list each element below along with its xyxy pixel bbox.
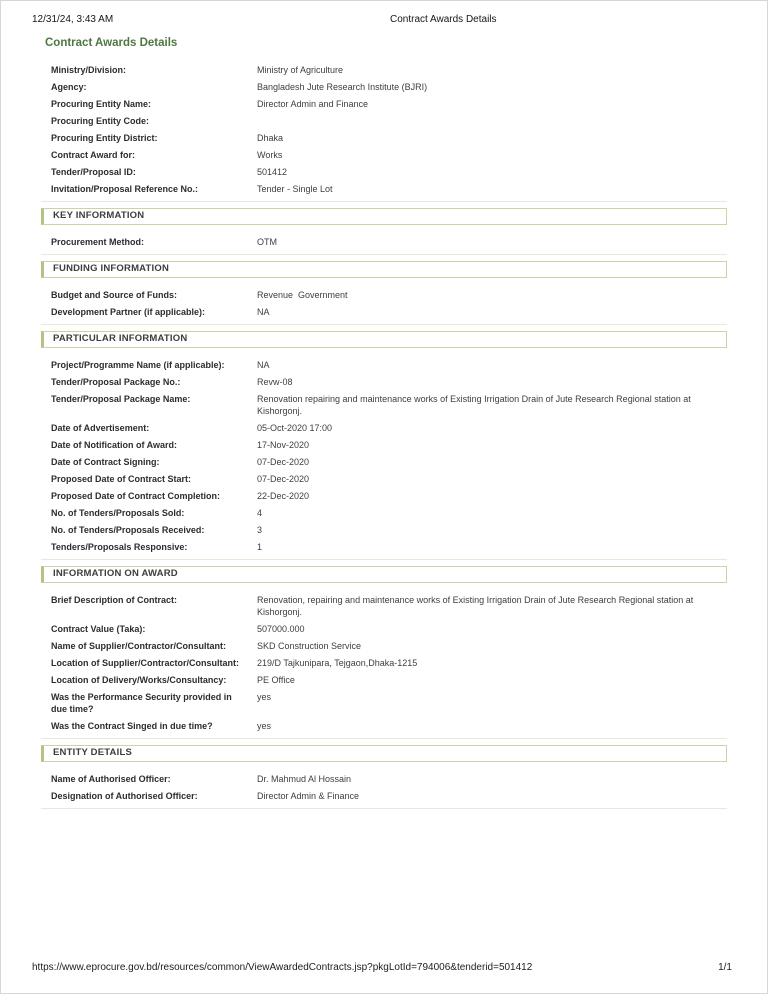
row-label: Contract Award for: xyxy=(51,149,136,160)
info-section xyxy=(41,261,727,325)
table-row xyxy=(41,770,727,787)
row-label: Development Partner (if applicable): xyxy=(51,306,206,317)
print-footer-url: https://www.eprocure.gov.bd/resources/common/ViewAwardedContracts.jsp?pkgLotId=794006&tenderid=501412 xyxy=(32,962,533,973)
section-rows xyxy=(41,283,727,325)
row-label: Location of Delivery/Works/Consultancy: xyxy=(51,674,227,685)
table-row xyxy=(41,521,727,538)
row-value: 17-Nov-2020 xyxy=(257,439,310,450)
row-value: SKD Construction Service xyxy=(257,640,362,651)
table-row xyxy=(41,654,727,671)
table-row xyxy=(41,390,727,419)
row-value: 3 xyxy=(257,524,263,535)
table-row xyxy=(41,620,727,637)
row-label: No. of Tenders/Proposals Received: xyxy=(51,524,205,535)
row-label: Procuring Entity District: xyxy=(51,132,158,143)
row-label: Contract Value (Taka): xyxy=(51,623,146,634)
row-label: Project/Programme Name (if applicable): xyxy=(51,359,225,370)
row-label: Date of Advertisement: xyxy=(51,422,150,433)
row-label: Proposed Date of Contract Completion: xyxy=(51,490,221,501)
row-label: Procuring Entity Name: xyxy=(51,98,152,109)
section-rows xyxy=(41,353,727,560)
row-value: 1 xyxy=(257,541,263,552)
row-label: No. of Tenders/Proposals Sold: xyxy=(51,507,185,518)
row-value: yes xyxy=(257,691,272,702)
row-label: Tender/Proposal ID: xyxy=(51,166,136,177)
print-footer-page-indicator: 1/1 xyxy=(718,962,732,973)
info-section xyxy=(41,566,727,739)
section-rows xyxy=(41,588,727,739)
table-row xyxy=(41,487,727,504)
table-row xyxy=(41,591,727,620)
table-row xyxy=(41,286,727,303)
table-row xyxy=(41,671,727,688)
section-header-entity-details: ENTITY DETAILS xyxy=(41,745,727,762)
table-row xyxy=(41,233,727,250)
table-row xyxy=(41,303,727,320)
table-row xyxy=(41,637,727,654)
row-value: 07-Dec-2020 xyxy=(257,456,310,467)
row-label: Tenders/Proposals Responsive: xyxy=(51,541,188,552)
info-section xyxy=(41,58,727,202)
table-row xyxy=(41,787,727,804)
table-row xyxy=(41,61,727,78)
row-value: NA xyxy=(257,359,270,370)
table-row xyxy=(41,538,727,555)
row-label: Procurement Method: xyxy=(51,236,145,247)
row-label: Date of Notification of Award: xyxy=(51,439,177,450)
table-row xyxy=(41,146,727,163)
row-value: Bangladesh Jute Research Institute (BJRI) xyxy=(257,81,428,92)
page-title: Contract Awards Details xyxy=(45,37,178,49)
row-value: 22-Dec-2020 xyxy=(257,490,310,501)
row-value: Dhaka xyxy=(257,132,284,143)
section-rows xyxy=(41,767,727,809)
table-row xyxy=(41,112,727,129)
row-value: PE Office xyxy=(257,674,295,685)
info-section xyxy=(41,745,727,809)
row-label: Proposed Date of Contract Start: xyxy=(51,473,192,484)
row-label: Tender/Proposal Package Name: xyxy=(51,393,191,404)
row-label: Was the Performance Security provided in due time? xyxy=(51,691,232,714)
row-value: Revw-08 xyxy=(257,376,293,387)
table-row xyxy=(41,436,727,453)
row-value: 05-Oct-2020 17:00 xyxy=(257,422,333,433)
row-value: Director Admin & Finance xyxy=(257,790,360,801)
row-value: 501412 xyxy=(257,166,288,177)
row-value: Works xyxy=(257,149,283,160)
row-label: Agency: xyxy=(51,81,87,92)
row-label: Name of Authorised Officer: xyxy=(51,773,171,784)
section-header-key-information: KEY INFORMATION xyxy=(41,208,727,225)
row-value: 07-Dec-2020 xyxy=(257,473,310,484)
section-header-particular-information: PARTICULAR INFORMATION xyxy=(41,331,727,348)
table-row xyxy=(41,95,727,112)
section-header-information-on-award: INFORMATION ON AWARD xyxy=(41,566,727,583)
table-row xyxy=(41,717,727,734)
row-value: Revenue Government xyxy=(257,289,348,300)
table-row xyxy=(41,129,727,146)
row-label: Name of Supplier/Contractor/Consultant: xyxy=(51,640,227,651)
section-rows xyxy=(41,230,727,255)
section-rows xyxy=(41,58,727,202)
row-value: NA xyxy=(257,306,270,317)
row-value: Dr. Mahmud Al Hossain xyxy=(257,773,352,784)
row-label: Budget and Source of Funds: xyxy=(51,289,177,300)
info-section xyxy=(41,331,727,560)
content xyxy=(41,37,727,815)
row-value: 507000.000 xyxy=(257,623,305,634)
row-label: Procuring Entity Code: xyxy=(51,115,150,126)
print-header-datetime: 12/31/24, 3:43 AM xyxy=(32,14,114,25)
row-value: Ministry of Agriculture xyxy=(257,64,344,75)
table-row xyxy=(41,470,727,487)
info-section xyxy=(41,208,727,255)
row-label: Invitation/Proposal Reference No.: xyxy=(51,183,199,194)
table-row xyxy=(41,453,727,470)
table-row xyxy=(41,373,727,390)
row-label: Brief Description of Contract: xyxy=(51,594,178,605)
table-row xyxy=(41,356,727,373)
print-header-title: Contract Awards Details xyxy=(390,14,497,25)
table-row xyxy=(41,504,727,521)
row-value: 4 xyxy=(257,507,263,518)
table-row xyxy=(41,688,727,717)
row-label: Location of Supplier/Contractor/Consultant: xyxy=(51,657,239,668)
row-value: Tender - Single Lot xyxy=(257,183,333,194)
row-value: 219/D Tajkunipara, Tejgaon,Dhaka-1215 xyxy=(257,657,418,668)
row-value: Renovation repairing and maintenance works of Existing Irrigation Drain of Jute Research Regional station at Kishorgonj. xyxy=(257,393,694,416)
section-header-funding-information: FUNDING INFORMATION xyxy=(41,261,727,278)
table-row xyxy=(41,163,727,180)
row-label: Ministry/Division: xyxy=(51,64,127,75)
row-value: Director Admin and Finance xyxy=(257,98,369,109)
table-row xyxy=(41,180,727,197)
row-label: Date of Contract Signing: xyxy=(51,456,160,467)
row-label: Designation of Authorised Officer: xyxy=(51,790,198,801)
row-value: OTM xyxy=(257,236,277,247)
row-value: yes xyxy=(257,720,272,731)
row-label: Was the Contract Singed in due time? xyxy=(51,720,213,731)
table-row xyxy=(41,78,727,95)
row-value: Renovation, repairing and maintenance works of Existing Irrigation Drain of Jute Research Regional station at Kishorgonj. xyxy=(257,594,696,617)
table-row xyxy=(41,419,727,436)
row-label: Tender/Proposal Package No.: xyxy=(51,376,181,387)
